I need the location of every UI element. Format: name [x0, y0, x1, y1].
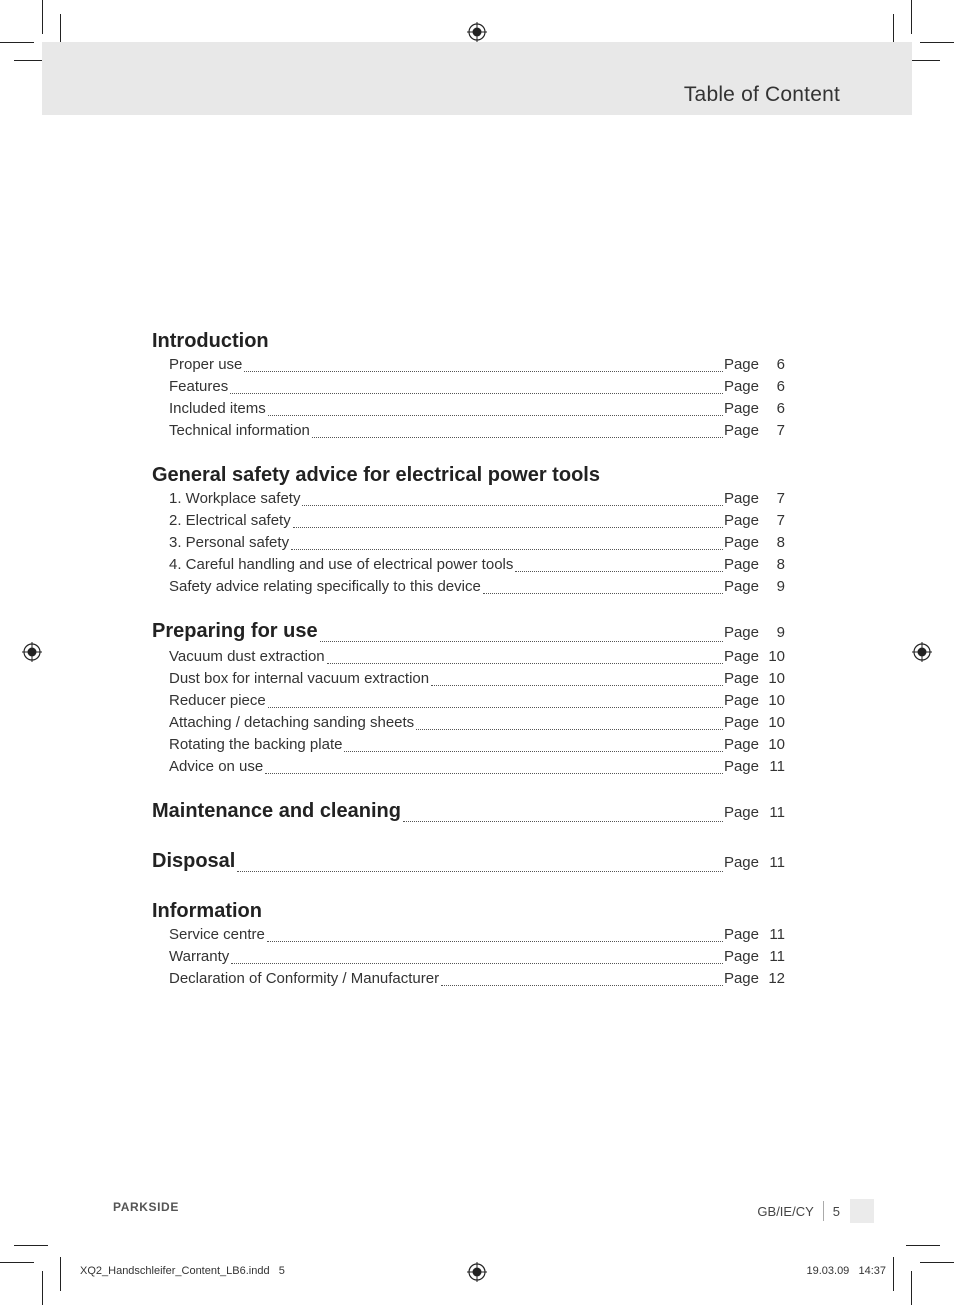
page-word: Page	[723, 736, 759, 753]
leader-dots	[344, 750, 723, 752]
page-number: 9	[776, 578, 785, 595]
page-word: Page	[723, 948, 759, 965]
entry-label: Declaration of Conformity / Manufacturer	[169, 970, 440, 987]
toc-entry[interactable]	[152, 946, 785, 968]
entry-label: Vacuum dust extraction	[169, 648, 325, 665]
entry-label: Safety advice relating specifically to this device	[169, 578, 481, 595]
toc-entry[interactable]	[152, 712, 785, 734]
entry-label: Rotating the backing plate	[169, 736, 343, 753]
page-number: 6	[776, 400, 785, 417]
leader-dots	[230, 392, 723, 394]
leader-dots	[515, 570, 723, 572]
page-number: 11	[769, 804, 785, 821]
entry-label: 2. Electrical safety	[169, 512, 291, 529]
page-number: 7	[776, 422, 785, 439]
page-number: 6	[776, 356, 785, 373]
toc-entry[interactable]	[152, 576, 785, 598]
toc-entry[interactable]	[152, 924, 785, 946]
page-number: 8	[776, 556, 785, 573]
page-word: Page	[723, 714, 759, 731]
registration-mark-icon	[467, 1262, 487, 1282]
entry-label: Included items	[169, 400, 266, 417]
section-title: Disposal	[152, 850, 236, 872]
entry-label: 1. Workplace safety	[169, 490, 301, 507]
toc-entry[interactable]	[152, 420, 785, 442]
leader-dots	[293, 526, 723, 528]
crop-mark	[911, 0, 912, 34]
leader-dots	[268, 414, 723, 416]
page-word: Page	[723, 512, 759, 529]
toc-section	[152, 618, 785, 778]
page-word: Page	[723, 624, 759, 641]
page-number: 10	[768, 692, 785, 709]
page-number: 10	[768, 736, 785, 753]
page-word: Page	[723, 356, 759, 373]
entry-label: 3. Personal safety	[169, 534, 290, 551]
leader-dots	[244, 370, 723, 372]
toc-section-heading-row[interactable]	[152, 848, 785, 876]
page-word: Page	[723, 400, 759, 417]
page-word: Page	[723, 670, 759, 687]
entry-label: Proper use	[169, 356, 243, 373]
toc-entry[interactable]	[152, 734, 785, 756]
page-number: 6	[776, 378, 785, 395]
toc-entry[interactable]	[152, 488, 785, 510]
leader-dots	[320, 640, 723, 642]
page-number: 10	[768, 670, 785, 687]
toc-entry[interactable]	[152, 968, 785, 990]
page-number: 11	[769, 926, 785, 943]
entry-label: 4. Careful handling and use of electrical power tools	[169, 556, 514, 573]
section-title: Introduction	[152, 330, 269, 352]
crop-mark	[893, 1257, 894, 1291]
registration-mark-icon	[467, 22, 487, 42]
leader-dots	[265, 772, 723, 774]
page-word: Page	[723, 804, 759, 821]
section-title: Preparing for use	[152, 620, 318, 642]
page-number: 10	[768, 714, 785, 731]
region-label: GB/IE/CY	[757, 1203, 814, 1219]
toc-section	[152, 462, 785, 598]
leader-dots	[416, 728, 723, 730]
toc-section	[152, 328, 785, 442]
page-word: Page	[723, 578, 759, 595]
page-number-label: 5	[832, 1203, 840, 1219]
leader-dots	[302, 504, 723, 506]
crop-mark	[920, 42, 954, 43]
section-title: Maintenance and cleaning	[152, 800, 401, 822]
table-of-contents	[152, 328, 785, 1010]
page-number: 11	[769, 948, 785, 965]
leader-dots	[431, 684, 723, 686]
leader-dots	[403, 820, 723, 822]
crop-mark	[42, 1271, 43, 1305]
entry-label: Dust box for internal vacuum extraction	[169, 670, 430, 687]
toc-section	[152, 848, 785, 876]
toc-entry[interactable]	[152, 646, 785, 668]
page-word: Page	[723, 926, 759, 943]
leader-dots	[267, 940, 723, 942]
registration-mark-icon	[22, 642, 42, 662]
entry-label: Technical information	[169, 422, 310, 439]
crop-mark	[906, 1245, 940, 1246]
entry-label: Reducer piece	[169, 692, 266, 709]
page-word: Page	[723, 378, 759, 395]
registration-mark-icon	[912, 642, 932, 662]
page-number: 12	[768, 970, 785, 987]
page-footer	[757, 1199, 874, 1223]
entry-label: Attaching / detaching sanding sheets	[169, 714, 415, 731]
page-number: 10	[768, 648, 785, 665]
toc-section-heading-row[interactable]	[152, 798, 785, 826]
slug-filename: XQ2_Handschleifer_Content_LB6.indd 5	[80, 1265, 285, 1277]
page-word: Page	[723, 490, 759, 507]
page-word: Page	[723, 758, 759, 775]
toc-entry[interactable]	[152, 376, 785, 398]
toc-entry[interactable]	[152, 354, 785, 376]
leader-dots	[291, 548, 723, 550]
page-word: Page	[723, 692, 759, 709]
page-number: 11	[769, 758, 785, 775]
page-tab	[850, 1199, 874, 1223]
page-word: Page	[723, 970, 759, 987]
leader-dots	[312, 436, 723, 438]
crop-mark	[60, 1257, 61, 1291]
page-word: Page	[723, 854, 759, 871]
page-number: 8	[776, 534, 785, 551]
page-title: Table of Content	[683, 83, 840, 106]
toc-entry[interactable]	[152, 668, 785, 690]
crop-mark	[42, 0, 43, 34]
toc-entry[interactable]	[152, 532, 785, 554]
brand-logo: PARKSIDE	[113, 1200, 179, 1214]
crop-mark	[920, 1262, 954, 1263]
toc-entry[interactable]	[152, 756, 785, 778]
entry-label: Service centre	[169, 926, 265, 943]
leader-dots	[441, 984, 723, 986]
crop-mark	[911, 1271, 912, 1305]
footer-divider	[823, 1201, 824, 1221]
page-word: Page	[723, 422, 759, 439]
page-number: 11	[769, 854, 785, 871]
leader-dots	[483, 592, 723, 594]
leader-dots	[327, 662, 723, 664]
toc-entry[interactable]	[152, 510, 785, 532]
page-number: 9	[776, 624, 785, 641]
toc-section	[152, 798, 785, 826]
toc-section	[152, 898, 785, 990]
leader-dots	[237, 870, 723, 872]
section-title: Information	[152, 900, 262, 922]
crop-mark	[0, 42, 34, 43]
toc-entry[interactable]	[152, 554, 785, 576]
page-number: 7	[776, 490, 785, 507]
page-number: 7	[776, 512, 785, 529]
slug-timestamp: 19.03.09 14:37	[806, 1265, 886, 1277]
leader-dots	[268, 706, 723, 708]
page-word: Page	[723, 534, 759, 551]
section-title: General safety advice for electrical power tools	[152, 464, 600, 486]
page-word: Page	[723, 556, 759, 573]
toc-entry[interactable]	[152, 690, 785, 712]
leader-dots	[231, 962, 723, 964]
header-band	[42, 42, 912, 115]
toc-section-heading-row[interactable]	[152, 618, 785, 646]
crop-mark	[14, 1245, 48, 1246]
entry-label: Warranty	[169, 948, 230, 965]
toc-entry[interactable]	[152, 398, 785, 420]
page-word: Page	[723, 648, 759, 665]
entry-label: Advice on use	[169, 758, 264, 775]
entry-label: Features	[169, 378, 229, 395]
crop-mark	[0, 1262, 34, 1263]
